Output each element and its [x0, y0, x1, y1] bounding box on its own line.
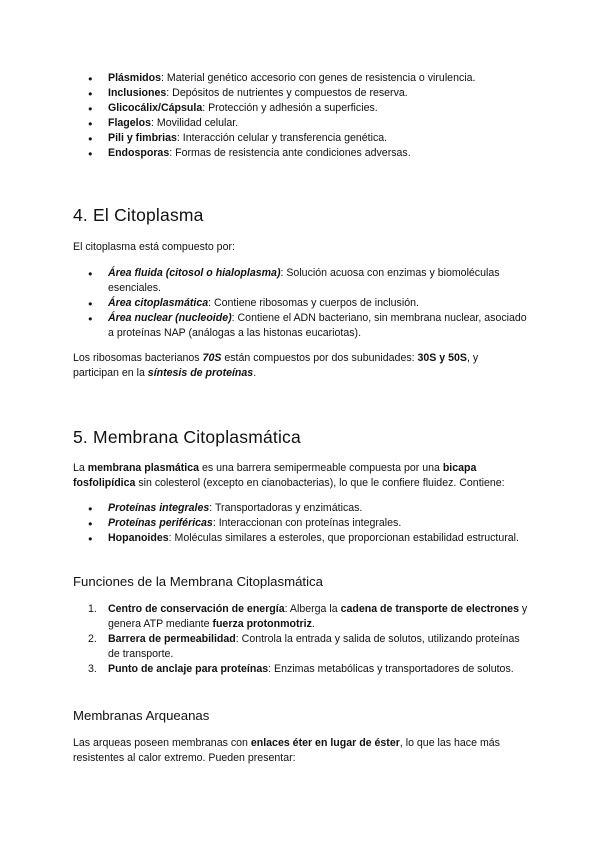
list-item: ● Flagelos: Movilidad celular.: [88, 116, 528, 131]
list-item: ● Hopanoides: Moléculas similares a esteroles, que proporcionan estabilidad estructural.: [88, 531, 528, 546]
section-4-heading: 4. El Citoplasma: [73, 205, 204, 225]
membrane-list: [88, 501, 528, 546]
list-item: ● Área fluida (citosol o hialoplasma): Solución acuosa con enzimas y biomoléculas esenciales.: [88, 266, 528, 296]
list-item: ● Pili y fimbrias: Interacción celular y transferencia genética.: [88, 131, 528, 146]
ribosome-paragraph: Los ribosomas bacterianos 70S están compuestos por dos subunidades: 30S y 50S, y participan en la síntesis de proteínas.: [73, 352, 479, 379]
list-item: ● Área nuclear (nucleoide): Contiene el ADN bacteriano, sin membrana nuclear, asociado a proteínas NAP (análogas a las histonas eucariotas).: [88, 311, 528, 341]
list-item: 1. Centro de conservación de energía: Alberga la cadena de transporte de electrones y genera ATP mediante fuerza protonmotriz.: [88, 603, 528, 630]
top-bullet-list: [88, 71, 528, 161]
list-item: ● Glicocálix/Cápsula: Protección y adhesión a superficies.: [88, 101, 528, 116]
list-item: 2. Barrera de permeabilidad: Controla la entrada y salida de solutos, utilizando proteínas de transporte.: [88, 633, 520, 660]
arqueanas-paragraph: Las arqueas poseen membranas con enlaces éter en lugar de éster, lo que las hace más resistentes al calor extremo. Pueden presentar:: [73, 737, 500, 764]
list-item: ● Área citoplasmática: Contiene ribosomas y cuerpos de inclusión.: [88, 296, 528, 311]
list-item: ● Inclusiones: Depósitos de nutrientes y compuestos de reserva.: [88, 86, 528, 101]
membrane-paragraph: La membrana plasmática es una barrera semipermeable compuesta por una bicapa fosfolipídica sin colesterol (excepto en cianobacterias), lo que le confiere fluidez. Contiene:: [73, 462, 505, 489]
arqueanas-heading: Membranas Arqueanas: [73, 708, 210, 723]
list-item: ● Proteínas periféricas: Interaccionan con proteínas integrales.: [88, 516, 528, 531]
list-item: ● Endosporas: Formas de resistencia ante condiciones adversas.: [88, 146, 528, 161]
funciones-list: [88, 602, 528, 677]
list-item: ● Proteínas integrales: Transportadoras y enzimáticas.: [88, 501, 528, 516]
section-4-intro: El citoplasma está compuesto por:: [73, 241, 235, 253]
section-5-heading: 5. Membrana Citoplasmática: [73, 427, 301, 447]
cytoplasm-list: [88, 266, 528, 341]
funciones-heading: Funciones de la Membrana Citoplasmática: [73, 574, 323, 589]
list-item: 3. Punto de anclaje para proteínas: Enzimas metabólicas y transportadores de solutos.: [88, 663, 514, 675]
list-item: ● Plásmidos: Material genético accesorio con genes de resistencia o virulencia.: [88, 71, 528, 86]
